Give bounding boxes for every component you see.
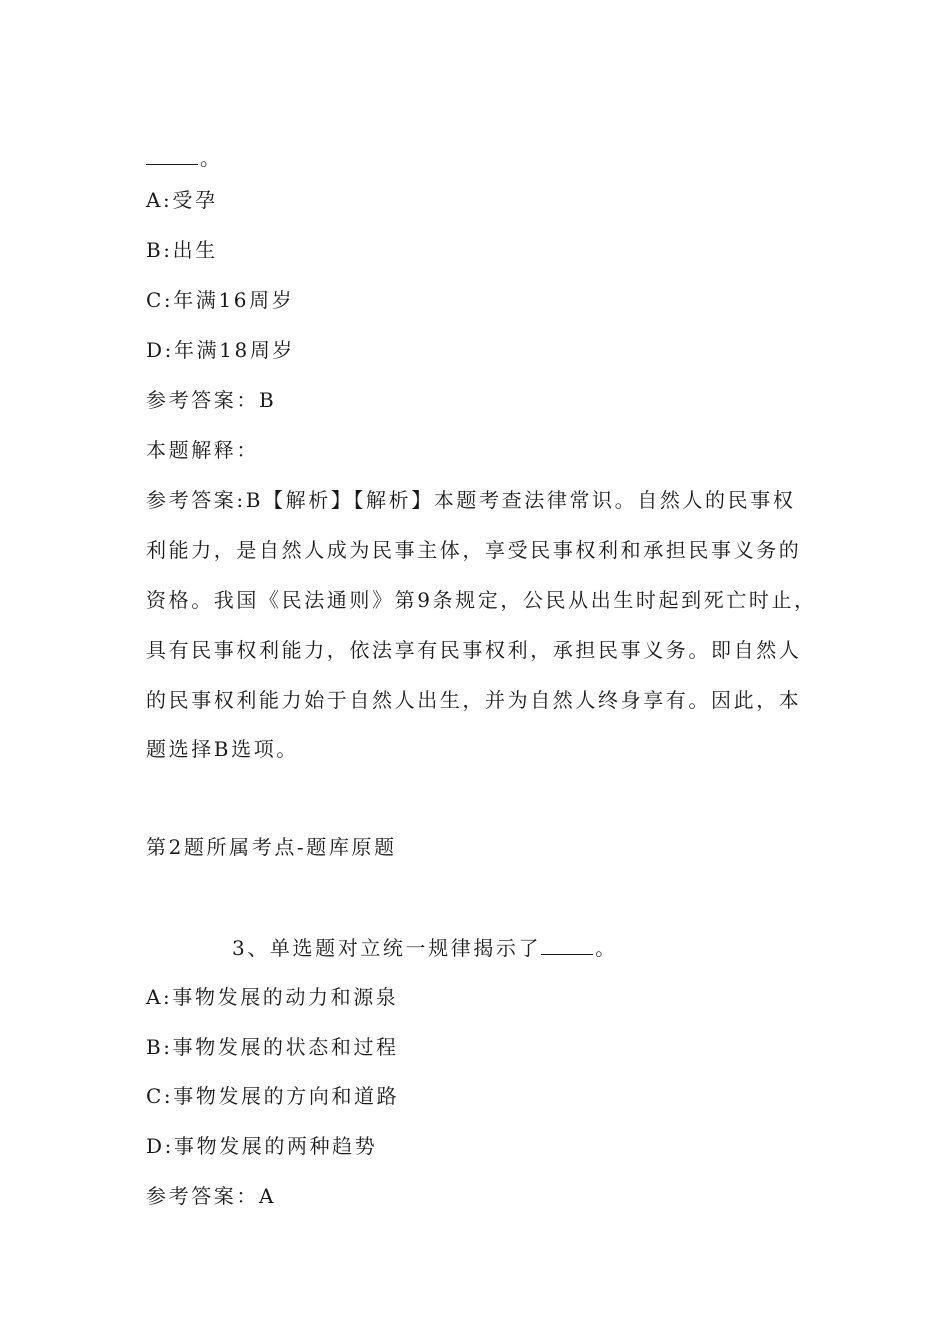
question3-option-a bbox=[146, 985, 398, 1009]
question3-option-d bbox=[146, 1134, 377, 1158]
blank-suffix: 。 bbox=[200, 146, 220, 170]
option-letter: D: bbox=[146, 1134, 174, 1158]
explanation-line: 题选择B选项。 bbox=[146, 737, 299, 761]
option-text: 事物发展的动力和源泉 bbox=[172, 985, 399, 1009]
question3-option-c bbox=[146, 1084, 399, 1108]
option-text: 年满18周岁 bbox=[173, 338, 296, 362]
explanation-line: 资格。我国《民法通则》第9条规定，公民从出生时起到死亡时止， bbox=[146, 588, 817, 612]
answer-blank bbox=[146, 148, 198, 165]
explanation-line: 利能力，是自然人成为民事主体，享受民事权利和承担民事义务的 bbox=[146, 538, 802, 562]
question2-option-c bbox=[146, 288, 294, 312]
option-letter: D: bbox=[146, 338, 174, 362]
question3-option-b bbox=[146, 1035, 399, 1059]
option-letter: A: bbox=[146, 188, 173, 212]
explanation-line: 具有民事权利能力，依法享有民事权利，承担民事义务。即自然人 bbox=[146, 638, 802, 662]
question2-option-b bbox=[146, 238, 218, 262]
stem-text: 3、单选题对立统一规律揭示了 bbox=[232, 936, 542, 960]
option-letter: B: bbox=[146, 1035, 173, 1059]
question3-answer: 参考答案：A bbox=[146, 1184, 277, 1208]
question2-blank-line bbox=[146, 146, 220, 170]
option-text: 事物发展的方向和道路 bbox=[173, 1084, 400, 1108]
topic-label: 第2题所属考点-题库原题 bbox=[146, 835, 397, 859]
option-text: 事物发展的两种趋势 bbox=[173, 1134, 378, 1158]
option-text: 出生 bbox=[172, 238, 218, 262]
question2-option-d bbox=[146, 338, 295, 362]
explanation-line: 参考答案:B【解析】【解析】本题考查法律常识。自然人的民事权 bbox=[146, 488, 796, 512]
question2-answer: 参考答案：B bbox=[146, 388, 277, 412]
question3-stem bbox=[232, 936, 618, 960]
option-letter: C: bbox=[146, 288, 174, 312]
option-letter: A: bbox=[146, 985, 173, 1009]
question2-option-a bbox=[146, 188, 218, 212]
option-letter: C: bbox=[146, 1084, 174, 1108]
option-text: 年满16周岁 bbox=[173, 288, 295, 312]
stem-suffix: 。 bbox=[595, 936, 618, 960]
option-letter: B: bbox=[146, 238, 173, 262]
explanation-heading: 本题解释： bbox=[146, 438, 259, 462]
option-text: 事物发展的状态和过程 bbox=[172, 1035, 399, 1059]
answer-blank bbox=[541, 938, 593, 955]
option-text: 受孕 bbox=[172, 188, 218, 212]
explanation-line: 的民事权利能力始于自然人出生，并为自然人终身享有。因此，本 bbox=[146, 688, 802, 712]
